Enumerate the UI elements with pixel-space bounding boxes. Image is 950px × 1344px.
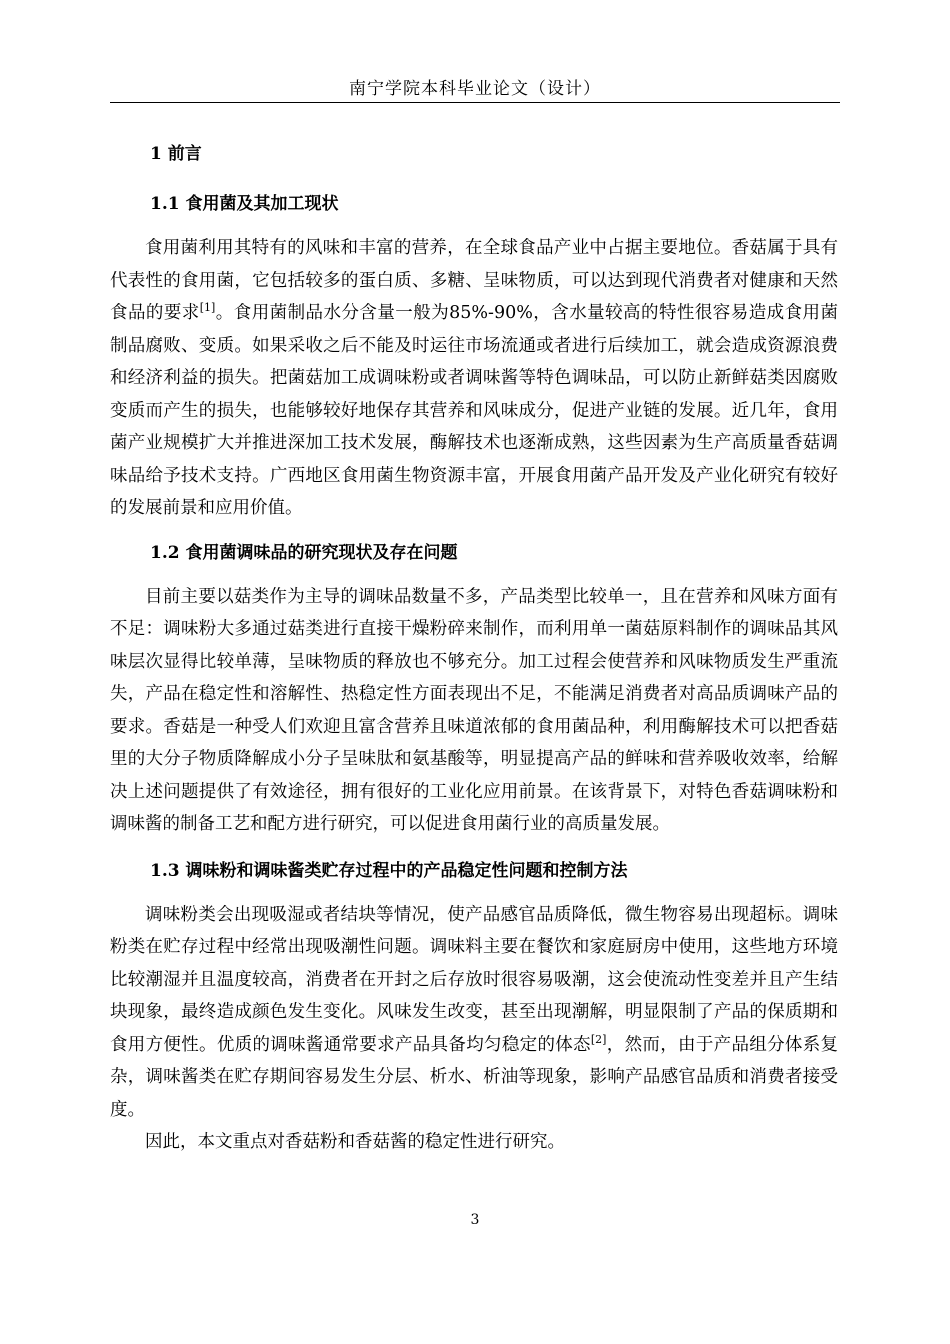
- header-rule: [110, 102, 840, 103]
- section-heading-1: 1 前言: [150, 144, 202, 164]
- paragraph-1-3-a-part-a: 调味粉类会出现吸湿或者结块等情况，使产品感官品质降低，微生物容易出现超标。调味粉类在贮存过程中经常出现吸潮性问题。调味料主要在餐饮和家庭厨房中使用，这些地方环境比较潮湿并且温度较高，消费者在开封之后存放时很容易吸潮，这会使流动性变差并且产生结块现象，最终造成颜色发生变化。风味发生改变，甚至出现潮解，明显限制了产品的保质期和食用方便性。优质的调味酱通常要求产品具备均匀稳定的体态: [110, 904, 838, 1055]
- section-heading-1-2: 1.2 食用菌调味品的研究现状及存在问题: [150, 542, 458, 563]
- citation-2: [2]: [590, 1032, 607, 1046]
- citation-1: [1]: [199, 301, 216, 314]
- paragraph-1-3-b: 因此，本文重点对香菇粉和香菇酱的稳定性进行研究。: [145, 1132, 565, 1152]
- running-header: 南宁学院本科毕业论文（设计）: [349, 79, 601, 99]
- paragraph-1-3-a-part-b: ，然而，由于产品组分体系复杂，调味酱类在贮存期间容易发生分层、析水、析油等现象，影响产品感官品质和消费者接受度。: [110, 1034, 838, 1120]
- paragraph-1-1-part-b: 。食用菌制品水分含量一般为85%-90%，含水量较高的特性很容易造成食用菌制品腐败、变质。如果采收之后不能及时运往市场流通或者进行后续加工，就会造成资源浪费和经济利益的损失。把菌菇加工成调味粉或者调味酱等特色调味品，可以防止新鲜菇类因腐败变质而产生的损失，也能够较好地保存其营养和风味成分，促进产业链的发展。近几年，食用菌产业规模扩大并推进深加工技术发展，酶解技术也逐渐成熟，这些因素为生产高质量香菇调味品给予技术支持。广西地区食用菌生物资源丰富，开展食用菌产品开发及产业化研究有较好的发展前景和应用价值。: [110, 303, 838, 518]
- paragraph-1-1: [110, 232, 838, 525]
- paragraph-1-3-a: [110, 899, 838, 1127]
- paragraph-1-1-part-a: 食用菌利用其特有的风味和丰富的营养，在全球食品产业中占据主要地位。香菇属于具有代表性的食用菌，它包括较多的蛋白质、多糖、呈味物质，可以达到现代消费者对健康和天然食品的要求: [110, 238, 838, 323]
- section-heading-1-1: 1.1 食用菌及其加工现状: [150, 194, 339, 214]
- page-number: 3: [470, 1212, 480, 1228]
- section-heading-1-3: 1.3 调味粉和调味酱类贮存过程中的产品稳定性问题和控制方法: [150, 860, 628, 881]
- paragraph-1-2: 目前主要以菇类作为主导的调味品数量不多，产品类型比较单一，且在营养和风味方面有不足：调味粉大多通过菇类进行直接干燥粉碎来制作，而利用单一菌菇原料制作的调味品其风味层次显得比较单薄，呈味物质的释放也不够充分。加工过程会使营养和风味物质发生严重流失，产品在稳定性和溶解性、热稳定性方面表现出不足，不能满足消费者对高品质调味产品的要求。香菇是一种受人们欢迎且富含营养且味道浓郁的食用菌品种，利用酶解技术可以把香菇里的大分子物质降解成小分子呈味肽和氨基酸等，明显提高产品的鲜味和营养吸收效率，给解决上述问题提供了有效途径，拥有很好的工业化应用前景。在该背景下，对特色香菇调味粉和调味酱的制备工艺和配方进行研究，可以促进食用菌行业的高质量发展。: [110, 586, 838, 834]
- page-body: [110, 136, 838, 1159]
